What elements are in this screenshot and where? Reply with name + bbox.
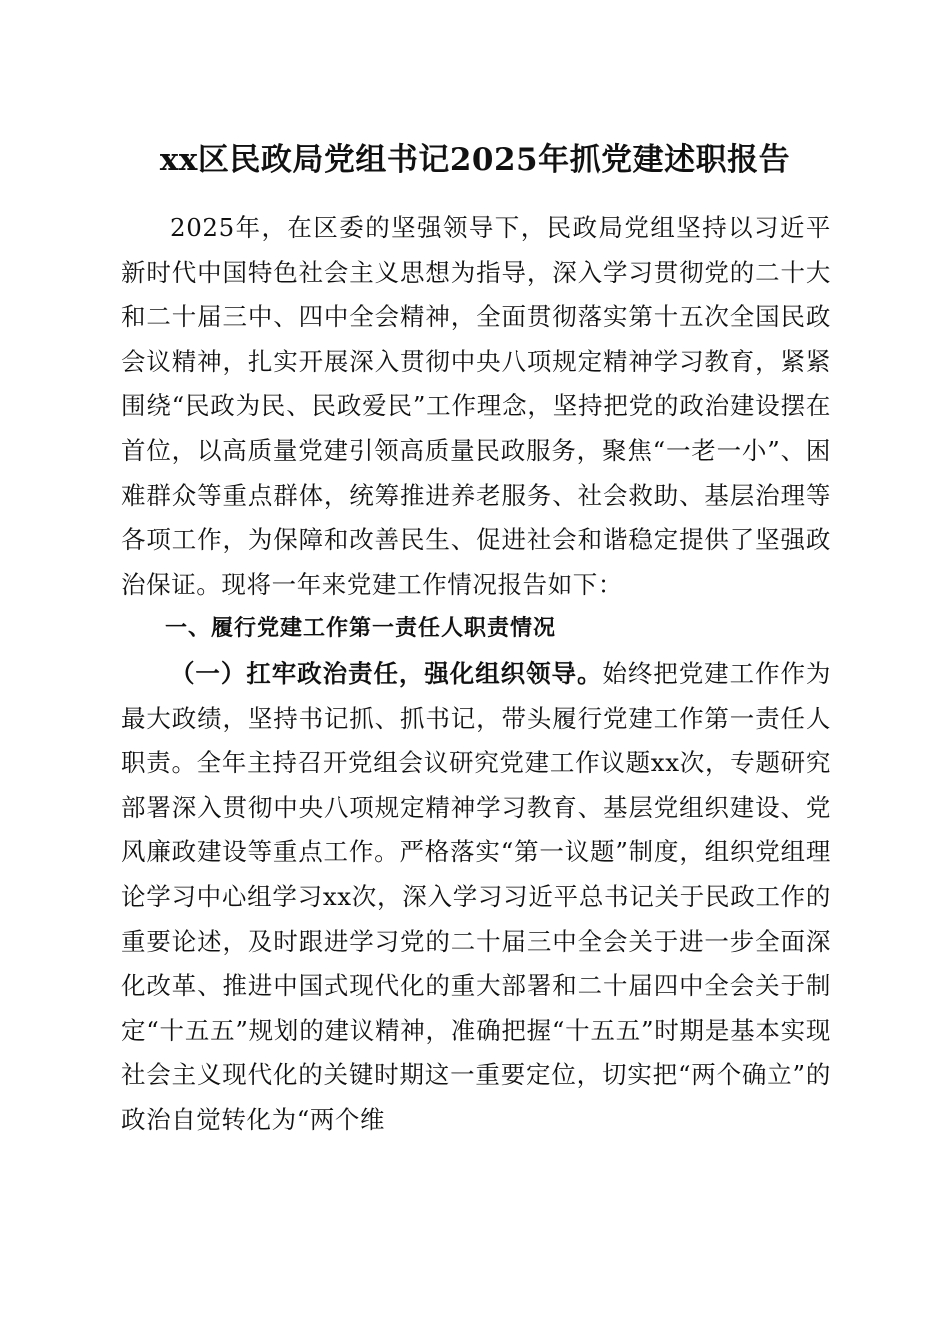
- subsection-paragraph: [121, 652, 831, 1143]
- section-heading: 一、履行党建工作第一责任人职责情况: [165, 616, 557, 642]
- subsection-body: 始终把党建工作作为最大政绩，坚持书记抓、抓书记，带头履行党建工作第一责任人职责。全年主持召开党组会议研究党建工作议题xx次，专题研究部署深入贯彻中央八项规定精神学习教育、基层党组织建设、党风廉政建设等重点工作。严格落实“第一议题”制度，组织党组理论学习中心组学习xx次，深入学习习近平总书记关于民政工作的重要论述，及时跟进学习党的二十届三中全会关于进一步全面深化改革、推进中国式现代化的重大部署和二十届四中全会关于制定“十五五”规划的建议精神，准确把握“十五五”时期是基本实现社会主义现代化的关键时期这一重要定位，切实把“两个确立”的政治自觉转化为“两个维: [121, 658, 831, 1134]
- document-body: [121, 206, 831, 1142]
- intro-paragraph: 2025年，在区委的坚强领导下，民政局党组坚持以习近平新时代中国特色社会主义思想为指导，深入学习贯彻党的二十大和二十届三中、四中全会精神，全面贯彻落实第十五次全国民政会议精神，扎实开展深入贯彻中央八项规定精神学习教育，紧紧围绕“民政为民、民政爱民”工作理念，坚持把党的政治建设摆在首位，以高质量党建引领高质量民政服务，聚焦“一老一小”、困难群众等重点群体，统筹推进养老服务、社会救助、基层治理等各项工作，为保障和改善民生、促进社会和谐稳定提供了坚强政治保证。现将一年来党建工作情况报告如下：: [121, 213, 831, 599]
- subsection-heading: （一）扛牢政治责任，强化组织领导。: [170, 658, 603, 688]
- document-title: xx区民政局党组书记2025年抓党建述职报告: [159, 142, 791, 178]
